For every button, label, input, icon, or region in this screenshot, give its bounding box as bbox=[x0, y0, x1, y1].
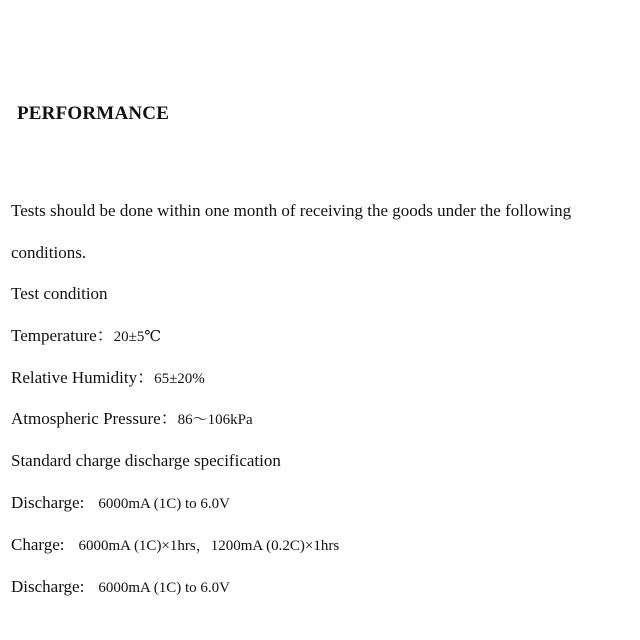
temperature-row bbox=[11, 325, 161, 348]
pressure-label: Atmospheric Pressure： bbox=[11, 409, 178, 428]
discharge-row-1 bbox=[11, 492, 230, 515]
discharge-row-2 bbox=[11, 576, 230, 599]
section-heading: PERFORMANCE bbox=[17, 103, 170, 124]
charge-row bbox=[11, 534, 339, 557]
temperature-label: Temperature： bbox=[11, 326, 114, 345]
intro-text-line-2: conditions. bbox=[11, 243, 87, 262]
discharge-value-2: 6000mA (1C) to 6.0V bbox=[98, 580, 231, 596]
discharge-label-1: Discharge: bbox=[11, 493, 85, 512]
pressure-row bbox=[11, 408, 253, 431]
test-condition-title: Test condition bbox=[11, 284, 108, 303]
intro-text-line-1: Tests should be done within one month of receiving the goods under the following bbox=[11, 201, 572, 220]
temperature-value: 20±5℃ bbox=[113, 329, 162, 345]
discharge-label-2: Discharge: bbox=[11, 577, 85, 596]
humidity-label: Relative Humidity： bbox=[11, 368, 155, 387]
humidity-value: 65±20% bbox=[154, 371, 205, 387]
charge-value: 6000mA (1C)×1hrs，1200mA (0.2C)×1hrs bbox=[78, 538, 340, 554]
charge-label: Charge: bbox=[11, 535, 65, 554]
humidity-row bbox=[11, 367, 205, 390]
pressure-value: 86～106kPa bbox=[177, 412, 253, 428]
spec-title: Standard charge discharge specification bbox=[11, 451, 281, 470]
discharge-value-1: 6000mA (1C) to 6.0V bbox=[98, 496, 231, 512]
